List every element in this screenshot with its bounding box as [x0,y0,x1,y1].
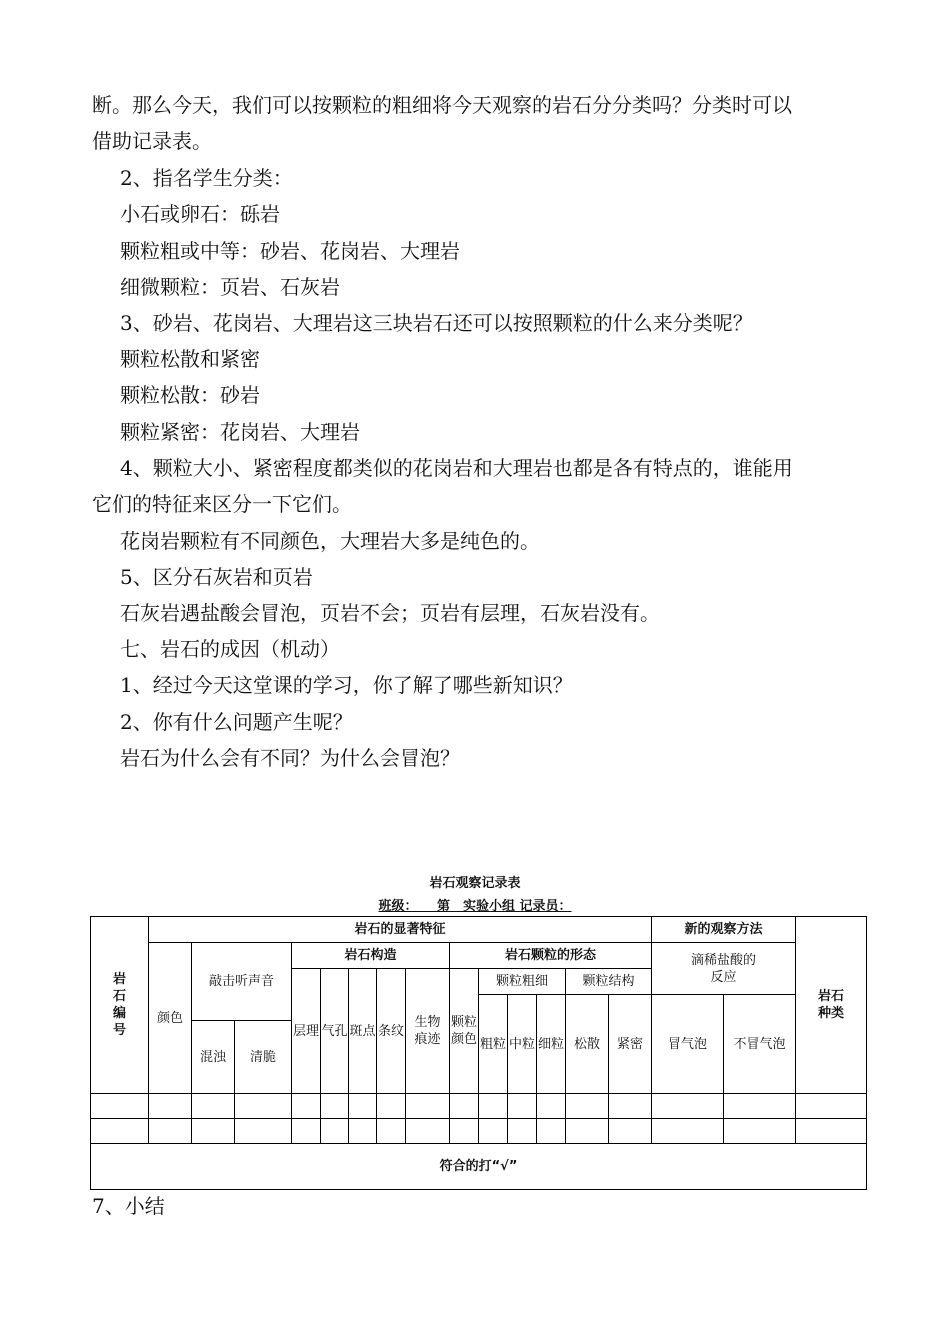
rock-observation-table [90,916,867,1190]
grain-structure-header: 颗粒结构 [566,969,652,995]
fine-header: 细粒 [537,995,566,1094]
fossil-header: 生物 痕迹 [406,969,450,1094]
sound-crisp-header: 清脆 [235,1021,292,1094]
paragraph: 2、指名学生分类： [120,166,293,190]
acid-reaction-header: 滴稀盐酸的 反应 [652,943,796,995]
table-row [91,1119,867,1144]
new-method-header: 新的观察方法 [652,917,796,943]
paragraph: 4、颗粒大小、紧密程度都类似的花岗岩和大理岩也都是各有特点的，谁能用 [120,456,793,480]
grain-size-header: 颗粒粗细 [479,969,566,995]
paragraph: 1、经过今天这堂课的学习，你了解了哪些新知识？ [120,673,573,697]
paragraph: 3、砂岩、花岗岩、大理岩这三块岩石还可以按照颗粒的什么来分类呢？ [120,311,753,335]
paragraph: 借助记录表。 [92,129,212,153]
paragraph: 石灰岩遇盐酸会冒泡，页岩不会；页岩有层理，石灰岩没有。 [120,601,660,625]
paragraph: 颗粒松散和紧密 [120,347,260,371]
features-header: 岩石的显著特征 [149,917,652,943]
table-title: 岩石观察记录表 [429,876,521,891]
spot-header: 斑点 [349,969,377,1094]
layer-header: 层理 [292,969,321,1094]
paragraph: 断。那么今天，我们可以按颗粒的粗细将今天观察的岩石分分类吗？分类时可以 [92,93,792,117]
paragraph: 5、区分石灰岩和页岩 [120,565,313,589]
paragraph: 岩石为什么会有不同？为什么会冒泡？ [120,746,460,770]
summary-heading: 7、小结 [92,1194,165,1218]
grain-form-header: 岩石颗粒的形态 [450,943,652,969]
medium-header: 中粒 [508,995,537,1094]
structure-header: 岩石构造 [292,943,450,969]
table-footer-note: 符合的打“√” [91,1144,867,1190]
paragraph: 它们的特征来区分一下它们。 [92,492,352,516]
pore-header: 气孔 [321,969,349,1094]
dense-header: 紧密 [609,995,652,1094]
table-row [91,1094,867,1119]
color-header: 颜色 [149,943,192,1094]
bubble-header: 冒气泡 [652,995,724,1094]
stripe-header: 条纹 [377,969,406,1094]
table-subtitle: 班级： 第 实验小组 记录员： [378,899,572,914]
rock-type-header: 岩石 种类 [796,917,867,1094]
coarse-header: 粗粒 [479,995,508,1094]
paragraph: 细微颗粒：页岩、石灰岩 [120,275,340,299]
grain-color-header: 颗粒 颜色 [450,969,479,1094]
sound-turbid-header: 混浊 [192,1021,235,1094]
paragraph: 颗粒松散：砂岩 [120,383,260,407]
paragraph: 小石或卵石：砾岩 [120,202,280,226]
no-bubble-header: 不冒气泡 [724,995,796,1094]
paragraph: 颗粒紧密：花岗岩、大理岩 [120,420,360,444]
paragraph: 七、岩石的成因（机动） [120,637,340,661]
rock-id-header: 岩 石 编 号 [91,917,149,1094]
paragraph: 花岗岩颗粒有不同颜色，大理岩大多是纯色的。 [120,529,540,553]
sound-header: 敲击听声音 [192,943,292,1021]
loose-header: 松散 [566,995,609,1094]
paragraph: 2、你有什么问题产生呢？ [120,710,353,734]
paragraph: 颗粒粗或中等：砂岩、花岗岩、大理岩 [120,239,460,263]
